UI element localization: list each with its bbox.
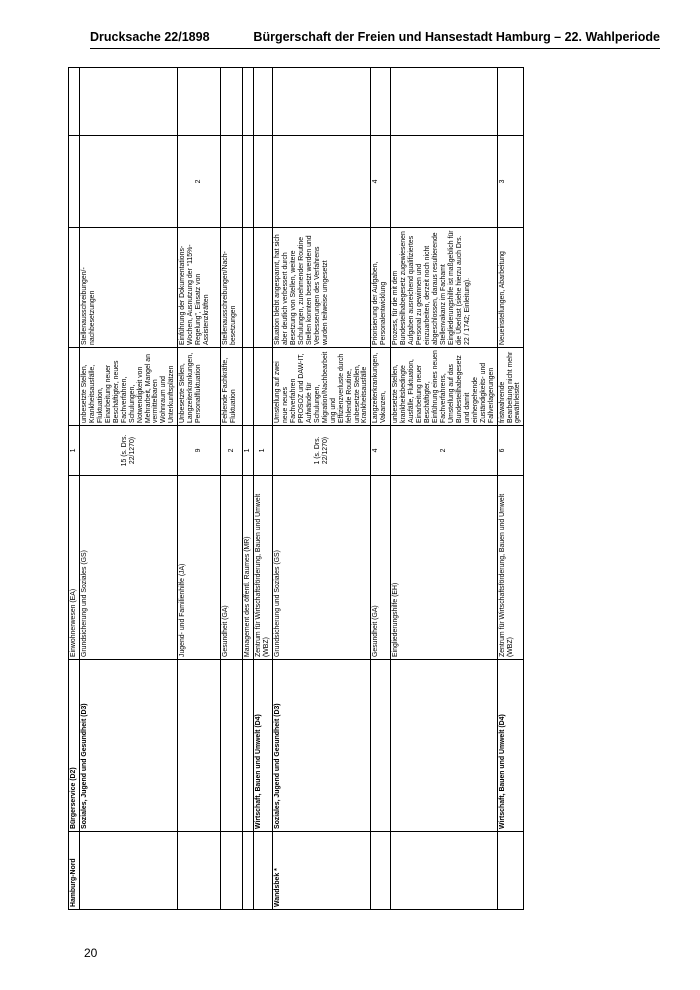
- cell-weitere: [221, 136, 243, 228]
- cell-massnahmen: Stellenausschreibungen/Nach-besetzungen: [221, 228, 243, 348]
- cell-bezirk: [391, 832, 497, 910]
- document-title: Bürgerschaft der Freien und Hansestadt Hamburg – 22. Wahlperiode: [253, 30, 660, 44]
- cell-massnahmen: Stellenausschreibungen/-nachbesetzungen: [80, 228, 178, 348]
- cell-ursachen: unbesetzte Stellen, krankheitsbedingte Ausfälle, Fluktuation, Einarbeitung neuer Beschäftigter, Einführung eines neuen Fachverfahrens, Umstellung auf das Bundesteilhabegesetz und damit einhergehende Zuständigkeits- und Fallverlagerungen: [391, 348, 497, 426]
- cell-anzahl: 4: [371, 426, 391, 476]
- cell-blank: [69, 68, 80, 136]
- cell-bezirk: [371, 832, 391, 910]
- cell-anzahl: 6: [497, 426, 524, 476]
- cell-dezernat: [221, 660, 243, 832]
- cell-blank: [80, 68, 178, 136]
- cell-massnahmen: [254, 228, 273, 348]
- cell-fachamt: Jugend- und Familienhilfe (JA): [178, 476, 221, 660]
- cell-dezernat: Soziales, Jugend und Gesundheit (D3): [273, 660, 371, 832]
- cell-massnahmen: Priorisierung der Aufgaben, Personalentwicklung: [371, 228, 391, 348]
- table-row: [80, 68, 178, 910]
- cell-anzahl: 1: [243, 426, 254, 476]
- cell-blank: [371, 68, 391, 136]
- cell-ursachen: fristwahrende Bearbeitung nicht mehr gewährleistet: [497, 348, 524, 426]
- cell-blank: [243, 68, 254, 136]
- cell-blank: [391, 68, 497, 136]
- cell-bezirk: [254, 832, 273, 910]
- cell-blank: [497, 68, 524, 136]
- cell-weitere: 4: [371, 136, 391, 228]
- cell-ursachen: Unbesetzte Stellen, Langzeiterkrankungen, Personalfluktuation: [178, 348, 221, 426]
- cell-anzahl: 1: [69, 426, 80, 476]
- table-row: [178, 68, 221, 910]
- cell-blank: [254, 68, 273, 136]
- cell-bezirk: [178, 832, 221, 910]
- cell-fachamt: Gesundheit (GA): [221, 476, 243, 660]
- cell-fachamt: Zentrum für Wirtschaftsförderung, Bauen und Umwelt (WBZ): [497, 476, 524, 660]
- table-row: [391, 68, 497, 910]
- cell-anzahl: 2: [391, 426, 497, 476]
- cell-massnahmen: Prozess, für die mit dem Bundesteilhabegesetz zugewiesenen Aufgaben ausreichend qualifiziertes Personal zu gewinnen und einzuarbeiten, derzeit noch nicht abgeschlossen, daraus resultierende Stellenvakanz im Fachamt Eingliederungshilfe ist maßgeblich für die Überlast (siehe hierzu auch Drs. 22 / 1742; Einleitung).: [391, 228, 497, 348]
- table-row: [254, 68, 273, 910]
- table-row: [497, 68, 524, 910]
- cell-massnahmen: [69, 228, 80, 348]
- cell-bezirk: [243, 832, 254, 910]
- cell-dezernat: [391, 660, 497, 832]
- cell-anzahl: 1 (s. Drs. 22/1270): [273, 426, 371, 476]
- cell-weitere: 3: [497, 136, 524, 228]
- table-row: [221, 68, 243, 910]
- cell-dezernat: Bürgerservice (D2): [69, 660, 80, 832]
- cell-weitere: [273, 136, 371, 228]
- cell-fachamt: Management des öffentl. Raumes (MR): [243, 476, 254, 660]
- cell-ursachen: Fehlende Fachkräfte, Fluktuation: [221, 348, 243, 426]
- table-row: [243, 68, 254, 910]
- cell-dezernat: [371, 660, 391, 832]
- cell-fachamt: Einwohnerwesen (EA): [69, 476, 80, 660]
- cell-ursachen: [69, 348, 80, 426]
- cell-massnahmen: Situation bleibt angespannt, hat sich aber deutlich verbessert durch Besetzung von Stellen, weitere Schulungen, zunehmender Routine Stellen konnten besetzt werden und Verbesserungen des Verfahrens wurden teilweise umgesetzt: [273, 228, 371, 348]
- cell-weitere: 2: [178, 136, 221, 228]
- cell-fachamt: Grundsicherung und Soziales (GS): [273, 476, 371, 660]
- cell-anzahl: 2: [221, 426, 243, 476]
- cell-ursachen: Langzeiterkrankungen, Vakanzen,: [371, 348, 391, 426]
- cell-blank: [178, 68, 221, 136]
- cell-ursachen: Umstellung auf zwei neue neues Fachverfahren PROSOZ und DAW-IT, Aufwände für Schulungen, Migration/Nachbearbeitung und Effizienzverluste durch fehlende Routine, unbesetzte Stellen, Krankheitsausfälle: [273, 348, 371, 426]
- cell-dezernat: [178, 660, 221, 832]
- cell-anzahl: 9: [178, 426, 221, 476]
- cell-weitere: [243, 136, 254, 228]
- cell-dezernat: Soziales, Jugend und Gesundheit (D3): [80, 660, 178, 832]
- cell-dezernat: Wirtschaft, Bauen und Umwelt (D4): [497, 660, 524, 832]
- cell-dezernat: [243, 660, 254, 832]
- cell-weitere: [254, 136, 273, 228]
- cell-bezirk: [221, 832, 243, 910]
- page-header: [90, 30, 660, 49]
- table-row: [273, 68, 371, 910]
- cell-anzahl: 1: [254, 426, 273, 476]
- table-row: [371, 68, 391, 910]
- cell-bezirk: Hamburg-Nord: [69, 832, 80, 910]
- cell-ursachen: unbesetzte Stellen, Krankheitsausfälle, Fluktuation, Einarbeitung neuer Beschäftigter, neues Fachverfahren, Schulungen, Notwendigkeit von Mehrarbeit, Mangel an vermittelbaren Wohnraum und Unterkunftsplätzen: [80, 348, 178, 426]
- cell-massnahmen: Neueinstellungen, Abarbeitung: [497, 228, 524, 348]
- rotated-table-container: [68, 68, 522, 910]
- cell-blank: [273, 68, 371, 136]
- cell-blank: [221, 68, 243, 136]
- cell-weitere: [80, 136, 178, 228]
- cell-massnahmen: Einführung der Dokumentations-Wochen, Ausnutzung der “115%-Regelung”, Einsatz von Assistenzkräften: [178, 228, 221, 348]
- table-row: [69, 68, 80, 910]
- cell-weitere: [391, 136, 497, 228]
- page-number: 20: [84, 946, 98, 960]
- cell-bezirk: Wandsbek *: [273, 832, 371, 910]
- cell-fachamt: Gesundheit (GA): [371, 476, 391, 660]
- cell-fachamt: Grundsicherung und Soziales (GS): [80, 476, 178, 660]
- cell-anzahl: 15 (s. Drs. 22/1270): [80, 426, 178, 476]
- overload-table: [68, 67, 524, 910]
- rotated-table: [68, 68, 522, 910]
- cell-dezernat: Wirtschaft, Bauen und Umwelt (D4): [254, 660, 273, 832]
- cell-massnahmen: [243, 228, 254, 348]
- cell-weitere: [69, 136, 80, 228]
- cell-ursachen: [254, 348, 273, 426]
- document-number: Drucksache 22/1898: [90, 30, 210, 44]
- cell-fachamt: Zentrum für Wirtschaftsförderung, Bauen und Umwelt (WBZ): [254, 476, 273, 660]
- cell-fachamt: Eingliederungshilfe (EH): [391, 476, 497, 660]
- cell-ursachen: [243, 348, 254, 426]
- cell-bezirk: [497, 832, 524, 910]
- cell-bezirk: [80, 832, 178, 910]
